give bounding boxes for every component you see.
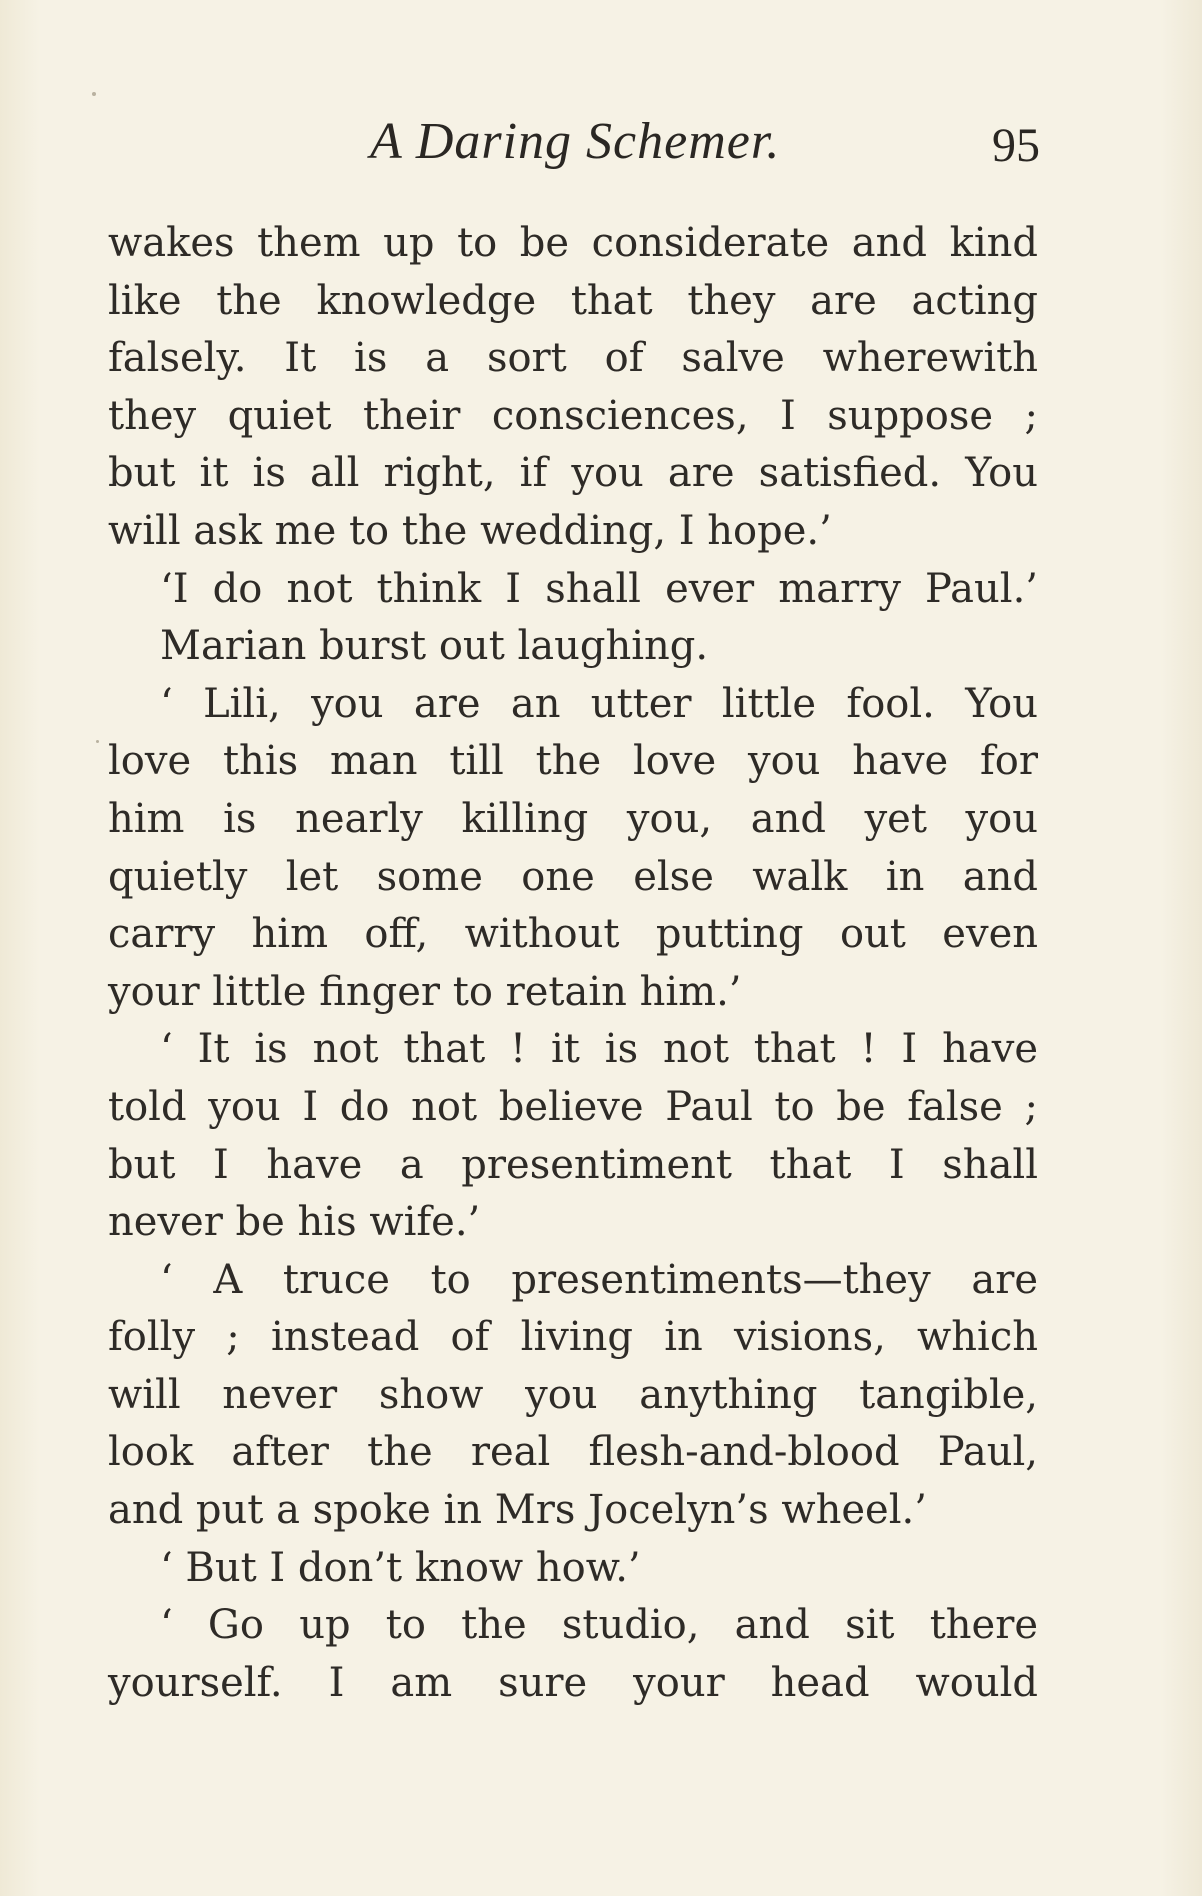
text-line: your little finger to retain him.’ [108,968,742,1015]
running-title: A Daring Schemer. [370,113,781,170]
text-line: but it is all right, if you are satisfied. You [108,450,1038,497]
body-text [108,215,1038,1712]
text-line: falsely. It is a sort of salve wherewith [108,335,1038,382]
text-line: ‘ A truce to presentiments—they are [160,1256,1038,1303]
text-line: look after the real flesh-and-blood Paul, [108,1429,1038,1476]
text-line: wakes them up to be considerate and kind [108,220,1038,266]
text-line: will ask me to the wedding, I hope.’ [108,507,832,554]
text-line: and put a spoke in Mrs Jocelyn’s wheel.’ [108,1487,927,1534]
text-line: him is nearly killing you, and yet you [108,795,1038,842]
text-line: folly ; instead of living in visions, which [108,1314,1038,1361]
text-line: told you I do not believe Paul to be false ; [108,1083,1038,1130]
paper-speck [92,92,96,96]
paper-speck [96,740,99,743]
text-line: ‘ But I don’t know how.’ [160,1544,641,1591]
text-line: yourself. I am sure your head would [108,1659,1038,1706]
text-line: carry him off, without putting out even [108,911,1038,958]
text-line: they quiet their consciences, I suppose ; [108,392,1038,439]
text-line: love this man till the love you have for [108,738,1038,785]
text-line: quietly let some one else walk in and [108,853,1038,900]
text-line: ‘I do not think I shall ever marry Paul.’ [160,565,1038,612]
text-line: Marian burst out laughing. [160,623,709,670]
text-line: ‘ It is not that ! it is not that ! I have [160,1026,1038,1073]
text-line: ‘ Go up to the studio, and sit there [160,1602,1038,1649]
text-line: ‘ Lili, you are an utter little fool. You [160,680,1038,727]
running-head [110,112,1040,182]
text-line: but I have a presentiment that I shall [108,1141,1038,1188]
text-line: will never show you anything tangible, [108,1371,1038,1418]
text-line: never be his wife.’ [108,1199,481,1246]
text-line: like the knowledge that they are acting [108,277,1038,324]
page-number: 95 [992,119,1040,172]
